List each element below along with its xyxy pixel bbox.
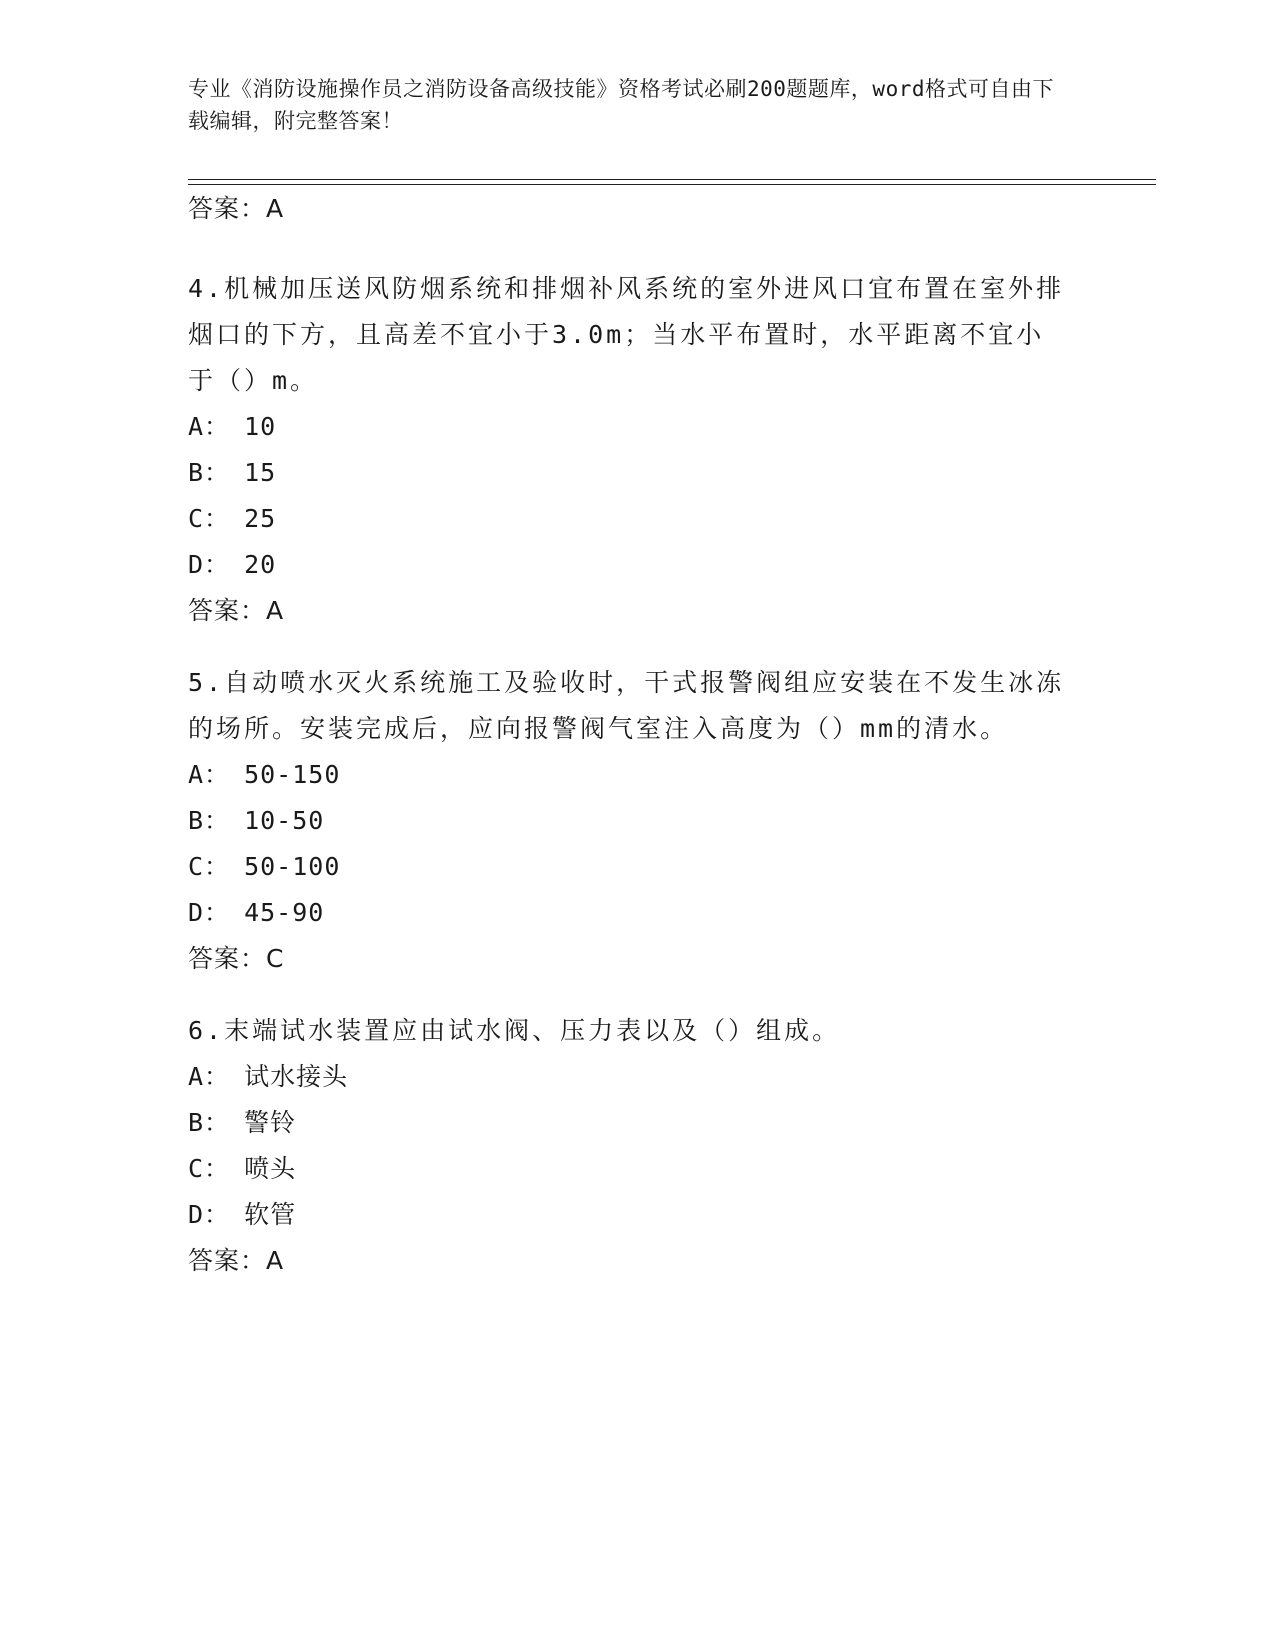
option-key: C： [188,504,231,533]
question-6 [188,1008,1088,1284]
option-value: 软管 [244,1200,297,1229]
option-key: D： [188,550,231,579]
option-key: A： [188,412,231,441]
option-c [188,844,1088,890]
question-4 [188,266,1088,634]
option-value: 试水接头 [244,1062,349,1091]
option-a [188,404,1088,450]
answer: 答案：A [188,596,285,625]
option-key: C： [188,1154,231,1183]
option-a [188,1054,1088,1100]
question-text: 5.自动喷水灭火系统施工及验收时，干式报警阀组应安装在不发生冰冻的场所。安装完成后，应向报警阀气室注入高度为（）mm的清水。 [188,668,1065,743]
option-key: D： [188,1200,231,1229]
header-divider-top [188,179,1156,180]
option-d [188,542,1088,588]
option-a [188,752,1088,798]
option-value: 10 [244,412,277,441]
option-value: 45-90 [244,898,325,927]
answer: 答案：C [188,944,285,973]
answer-previous: 答案：A [188,194,285,223]
option-key: B： [188,806,231,835]
question-5 [188,660,1088,982]
option-value: 10-50 [244,806,325,835]
option-value: 25 [244,504,277,533]
option-key: B： [188,1108,231,1137]
option-value: 50-150 [244,760,341,789]
option-value: 喷头 [244,1154,297,1183]
option-value: 20 [244,550,277,579]
option-c [188,1146,1088,1192]
option-d [188,1192,1088,1238]
option-c [188,496,1088,542]
option-key: C： [188,852,231,881]
document-header: 专业《消防设施操作员之消防设备高级技能》资格考试必刷200题题库，word格式可自由下载编辑，附完整答案！ [188,77,1054,133]
option-b [188,450,1088,496]
answer: 答案：A [188,1246,285,1275]
option-key: B： [188,458,231,487]
option-value: 警铃 [244,1108,297,1137]
question-text: 6.末端试水装置应由试水阀、压力表以及（）组成。 [188,1016,841,1045]
option-key: D： [188,898,231,927]
option-d [188,890,1088,936]
option-key: A： [188,1062,231,1091]
option-b [188,1100,1088,1146]
option-value: 15 [244,458,277,487]
header-divider-bottom [188,184,1156,185]
question-text: 4.机械加压送风防烟系统和排烟补风系统的室外进风口宜布置在室外排烟口的下方，且高差不宜小于3.0m；当水平布置时，水平距离不宜小于（）m。 [188,274,1065,395]
option-key: A： [188,760,231,789]
option-b [188,798,1088,844]
option-value: 50-100 [244,852,341,881]
